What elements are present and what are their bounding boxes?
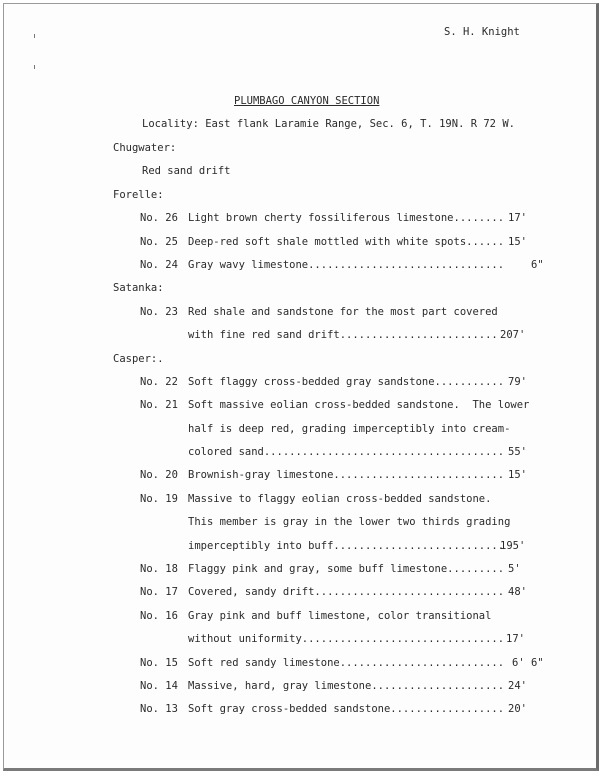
bed-thickness: 15' <box>508 236 527 248</box>
bed-thickness: 195' <box>500 540 526 552</box>
bed-thickness: 24' <box>508 680 527 692</box>
bed-description: Covered, sandy drift.............................. <box>188 586 505 598</box>
bed-description: without uniformity................................ <box>188 633 505 645</box>
bed-thickness: 17' <box>506 633 525 645</box>
bed-thickness: 17' <box>508 212 527 224</box>
bed-description: Soft red sandy limestone.......................... <box>188 657 505 669</box>
bed-number: No. 23 <box>140 306 178 318</box>
bed-number: No. 19 <box>140 493 178 505</box>
formation-note: Red sand drift <box>142 165 231 177</box>
bed-thickness: 207' <box>500 329 526 341</box>
bed-description: Gray pink and buff limestone, color transitional <box>188 610 492 622</box>
bed-thickness: 48' <box>508 586 527 598</box>
document-title: PLUMBAGO CANYON SECTION <box>234 95 380 107</box>
bed-thickness: 15' <box>508 469 527 481</box>
bed-number: No. 21 <box>140 399 178 411</box>
bed-description: with fine red sand drift......................... <box>188 329 498 341</box>
punch-mark <box>34 34 35 38</box>
bed-description: Light brown cherty fossiliferous limestone........ <box>188 212 505 224</box>
bed-number: No. 24 <box>140 259 178 271</box>
formation-heading: Forelle: <box>113 189 164 201</box>
bed-number: No. 16 <box>140 610 178 622</box>
author-name: S. H. Knight <box>444 26 520 38</box>
formation-heading: Casper:. <box>113 353 164 365</box>
bed-number: No. 14 <box>140 680 178 692</box>
locality-line: Locality: East flank Laramie Range, Sec. 6, T. 19N. R 72 W. <box>142 118 515 130</box>
bed-number: No. 18 <box>140 563 178 575</box>
bed-description: Massive to flaggy eolian cross-bedded sandstone. <box>188 493 492 505</box>
bed-thickness: 6" <box>531 259 544 271</box>
bed-thickness: 5' <box>508 563 521 575</box>
bed-number: No. 22 <box>140 376 178 388</box>
bed-description: colored sand...................................... <box>188 446 505 458</box>
bed-number: No. 17 <box>140 586 178 598</box>
bed-description: Soft flaggy cross-bedded gray sandstone........... <box>188 376 505 388</box>
bed-number: No. 13 <box>140 703 178 715</box>
bed-description: Gray wavy limestone............................... <box>188 259 505 271</box>
formation-heading: Satanka: <box>113 282 164 294</box>
bed-number: No. 20 <box>140 469 178 481</box>
bed-description: Soft gray cross-bedded sandstone.................. <box>188 703 505 715</box>
bed-description: Deep-red soft shale mottled with white spots...... <box>188 236 505 248</box>
bed-description: half is deep red, grading imperceptibly into cream- <box>188 423 511 435</box>
bed-description: Massive, hard, gray limestone..................... <box>188 680 505 692</box>
bed-description: imperceptibly into buff........................... <box>188 540 505 552</box>
bed-description: This member is gray in the lower two thirds grading <box>188 516 511 528</box>
formation-heading: Chugwater: <box>113 142 177 154</box>
bed-description: Flaggy pink and gray, some buff limestone......... <box>188 563 505 575</box>
bed-number: No. 25 <box>140 236 178 248</box>
bed-description: Soft massive eolian cross-bedded sandstone. The lower <box>188 399 530 411</box>
bed-thickness: 79' <box>508 376 527 388</box>
bed-thickness: 20' <box>508 703 527 715</box>
bed-thickness: 6' 6" <box>512 657 544 669</box>
bed-number: No. 26 <box>140 212 178 224</box>
bed-description: Brownish-gray limestone........................... <box>188 469 505 481</box>
bed-description: Red shale and sandstone for the most part covered <box>188 306 498 318</box>
bed-number: No. 15 <box>140 657 178 669</box>
bed-thickness: 55' <box>508 446 527 458</box>
punch-mark <box>34 65 35 69</box>
